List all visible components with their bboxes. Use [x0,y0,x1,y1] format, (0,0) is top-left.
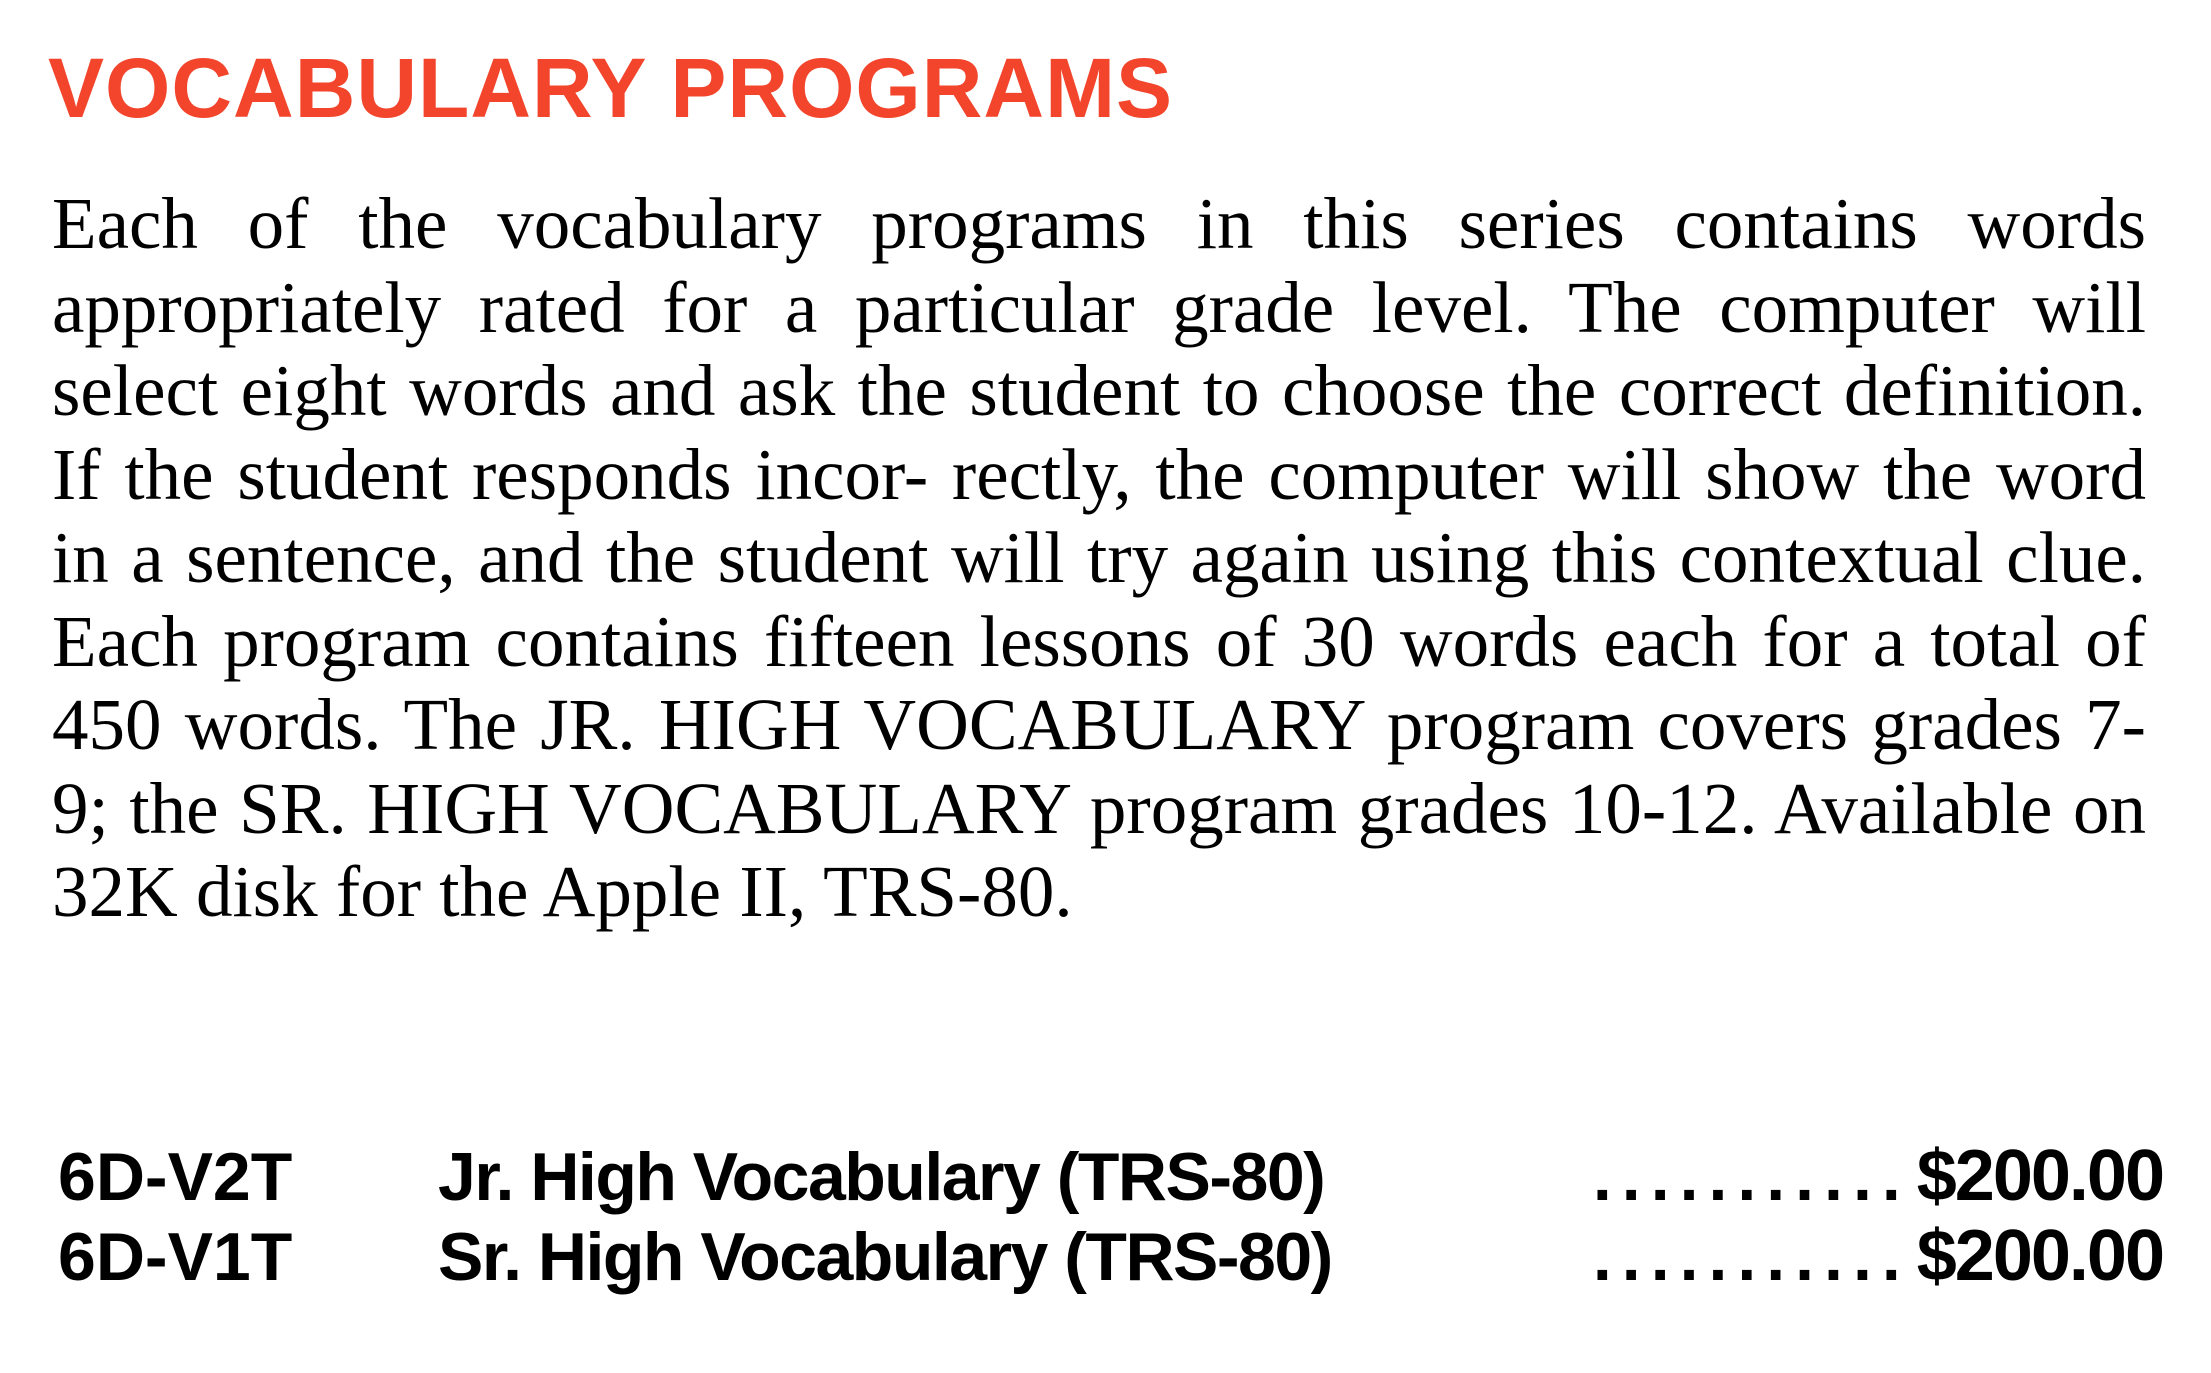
dot-leader: ........... [1592,1219,1911,1295]
product-name: Sr. High Vocabulary (TRS-80) [438,1219,1332,1295]
dot-leader: ........... [1592,1139,1911,1215]
price-list-row [58,1216,2163,1296]
product-code: 6D-V1T [58,1219,293,1295]
product-price: $200.00 [1916,1216,2163,1296]
product-price: $200.00 [1916,1136,2163,1216]
description-paragraph: Each of the vocabulary programs in this series contains words appropriately rated for a particular grade level. The computer will select eight words and ask the student to choose the correct definition. If the student responds incor- rectly, the computer will show the word in a sentence, and the student will try again using this contextual clue. Each program contains fifteen lessons of 30 words each for a total of 450 words. The JR. HIGH VOCABULARY program covers grades 7-9; the SR. HIGH VOCABULARY program grades 10-12. Available on 32K disk for the Apple II, TRS-80. [52,183,2146,932]
price-list-row [58,1136,2163,1216]
price-list [58,1136,2163,1296]
product-code: 6D-V2T [58,1139,293,1215]
section-heading: VOCABULARY PROGRAMS [48,41,1174,135]
product-name: Jr. High Vocabulary (TRS-80) [438,1139,1325,1215]
